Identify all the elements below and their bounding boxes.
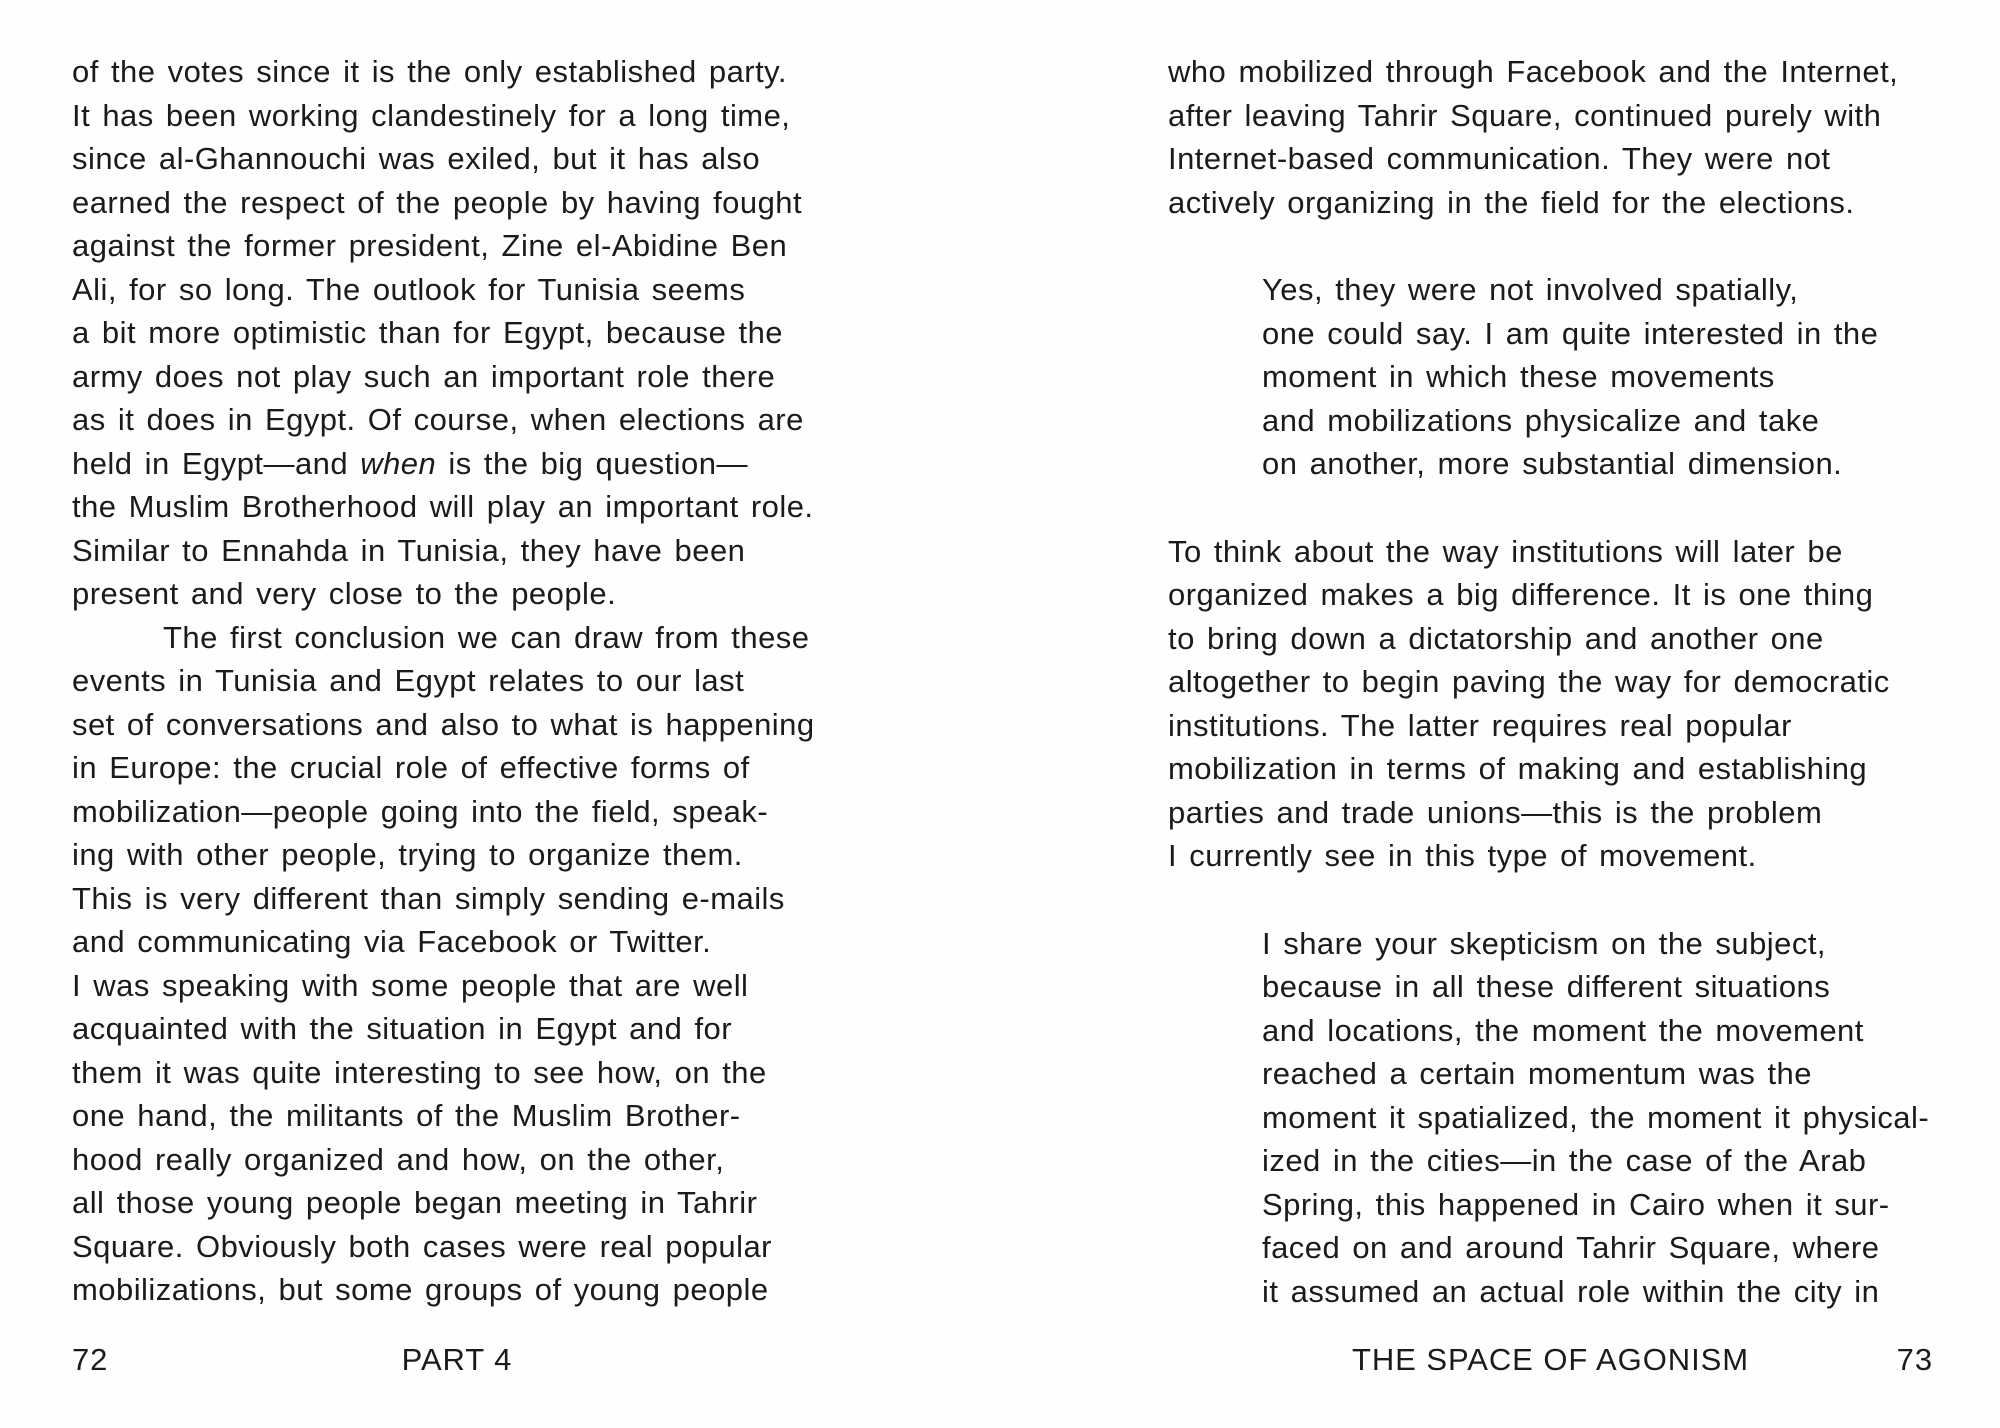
left-running-head: PART 4 xyxy=(401,1342,513,1377)
text-line: I currently see in this type of movement. xyxy=(1168,838,1757,873)
quote-block xyxy=(1168,922,1933,1314)
text-line: the Muslim Brotherhood will play an important role. xyxy=(72,489,814,524)
text-line: it assumed an actual role within the city in xyxy=(1262,1273,1880,1309)
paragraph-block xyxy=(1168,530,1933,878)
text-line: army does not play such an important role there xyxy=(72,358,776,394)
text-line: to bring down a dictatorship and another one xyxy=(1168,620,1824,656)
text-line: Yes, they were not involved spatially, xyxy=(1262,272,1799,307)
text-line: as it does in Egypt. Of course, when elections are xyxy=(72,402,804,437)
text-line: in Europe: the crucial role of effective forms of xyxy=(72,750,750,785)
text-line: mobilization—people going into the field, speak- xyxy=(72,793,769,829)
text-line: earned the respect of the people by having fought xyxy=(72,184,803,220)
text-line: who mobilized through Facebook and the Internet, xyxy=(1168,54,1899,89)
text-line: organized makes a big difference. It is one thing xyxy=(1168,577,1874,612)
text-line: Square. Obviously both cases were real popular xyxy=(72,1228,772,1264)
text-line: set of conversations and also to what is happening xyxy=(72,706,815,742)
right-running-head: THE SPACE OF AGONISM xyxy=(1352,1342,1749,1377)
text-line: reached a certain momentum was the xyxy=(1262,1056,1812,1091)
text-line: one could say. I am quite interested in the xyxy=(1262,315,1879,351)
text-line: actively organizing in the field for the elections. xyxy=(1168,184,1855,220)
text-line: held in Egypt—and when is the big question— xyxy=(72,445,748,481)
paragraph-block xyxy=(72,616,842,1312)
right-page-text-column xyxy=(1168,50,1933,1357)
text-line: all those young people began meeting in Tahrir xyxy=(72,1185,758,1220)
text-line: Internet-based communication. They were not xyxy=(1168,141,1831,176)
text-line: mobilization in terms of making and establishing xyxy=(1168,751,1868,786)
text-line: them it was quite interesting to see how, on the xyxy=(72,1054,767,1090)
text-line: and communicating via Facebook or Twitter. xyxy=(72,924,712,959)
text-line: I share your skepticism on the subject, xyxy=(1262,925,1826,961)
paragraph-block xyxy=(72,50,842,616)
text-line: It has been working clandestinely for a long time, xyxy=(72,97,791,133)
text-line: acquainted with the situation in Egypt and for xyxy=(72,1011,733,1046)
text-line: since al-Ghannouchi was exiled, but it has also xyxy=(72,141,761,176)
paragraph-block xyxy=(1168,50,1933,224)
text-line: of the votes since it is the only established party. xyxy=(72,54,787,89)
text-line: on another, more substantial dimension. xyxy=(1262,446,1843,481)
text-line: one hand, the militants of the Muslim Brother- xyxy=(72,1098,741,1133)
text-line: The first conclusion we can draw from these xyxy=(163,619,810,655)
left-page-text-column xyxy=(72,50,842,1312)
text-line: and mobilizations physicalize and take xyxy=(1262,402,1820,438)
left-page-footer xyxy=(72,1338,842,1382)
text-line: against the former president, Zine el-Abidine Ben xyxy=(72,228,788,263)
left-page-number: 72 xyxy=(72,1342,109,1377)
text-line: Ali, for so long. The outlook for Tunisia seems xyxy=(72,271,746,307)
text-line: moment it spatialized, the moment it physical- xyxy=(1262,1099,1930,1135)
text-line: I was speaking with some people that are well xyxy=(72,967,749,1003)
text-line: institutions. The latter requires real popular xyxy=(1168,707,1792,743)
text-line: faced on and around Tahrir Square, where xyxy=(1262,1230,1880,1265)
quote-block xyxy=(1168,268,1933,486)
right-page-number: 73 xyxy=(1896,1342,1933,1377)
text-line: mobilizations, but some groups of young people xyxy=(72,1272,769,1307)
text-line: and locations, the moment the movement xyxy=(1262,1012,1864,1048)
text-line: To think about the way institutions will later be xyxy=(1168,533,1843,569)
text-line: because in all these different situations xyxy=(1262,969,1831,1004)
text-line: moment in which these movements xyxy=(1262,359,1775,394)
text-line: present and very close to the people. xyxy=(72,576,617,611)
text-line: events in Tunisia and Egypt relates to our last xyxy=(72,663,745,698)
text-line: ing with other people, trying to organize them. xyxy=(72,837,743,872)
text-line: after leaving Tahrir Square, continued purely with xyxy=(1168,97,1882,133)
text-line: This is very different than simply sending e-mails xyxy=(72,880,785,916)
text-line: Similar to Ennahda in Tunisia, they have been xyxy=(72,532,746,568)
text-line: parties and trade unions—this is the problem xyxy=(1168,794,1823,830)
text-line: hood really organized and how, on the other, xyxy=(72,1141,725,1177)
text-line: altogether to begin paving the way for democratic xyxy=(1168,664,1890,699)
text-line: a bit more optimistic than for Egypt, because the xyxy=(72,315,783,350)
text-line: Spring, this happened in Cairo when it sur- xyxy=(1262,1186,1890,1222)
text-line: ized in the cities—in the case of the Arab xyxy=(1262,1143,1867,1178)
right-page-footer xyxy=(1168,1338,1933,1382)
